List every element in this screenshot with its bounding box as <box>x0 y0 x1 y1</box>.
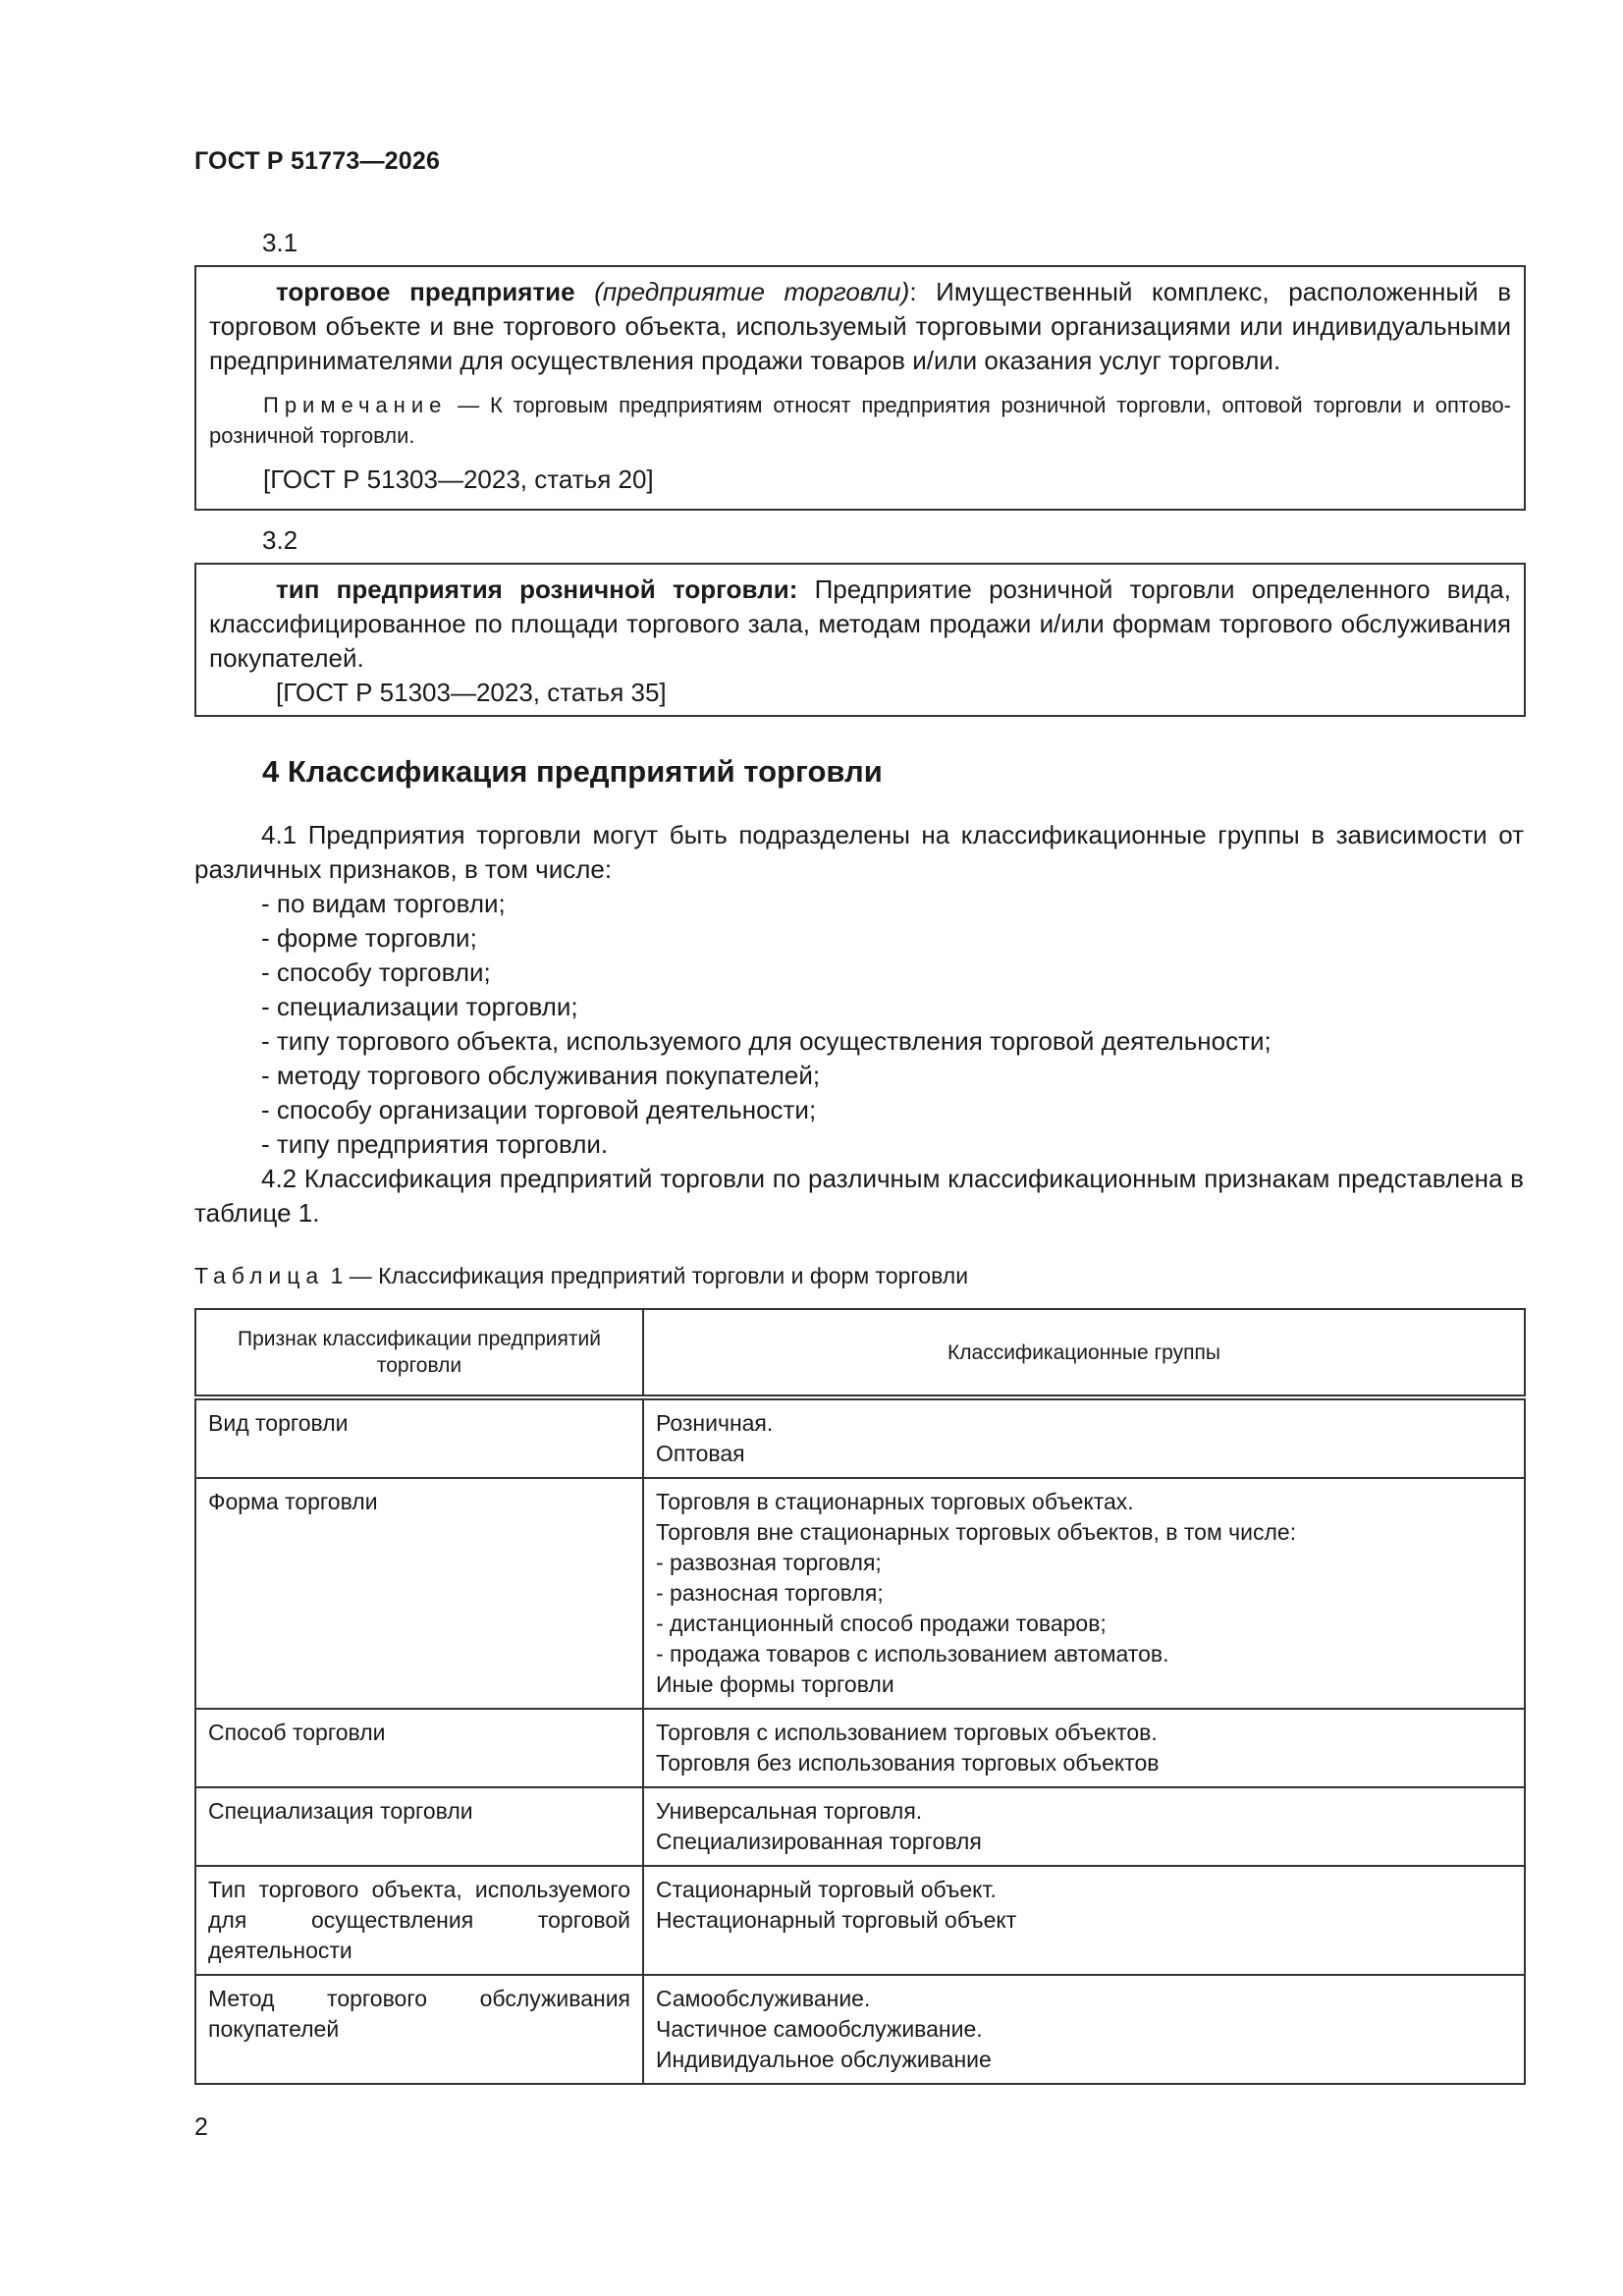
list-item: - методу торгового обслуживания покупателей; <box>261 1061 821 1090</box>
group-line: - развозная торговля; <box>656 1550 882 1575</box>
term-number: 3.2 <box>262 525 298 555</box>
note-text: — К торговым предприятиям относят предприятия розничной торговли, оптовой торговли и оптово-розничной торговли. <box>209 393 1511 448</box>
table-caption-label: Таблица <box>194 1263 325 1288</box>
term-number: 3.1 <box>262 228 298 257</box>
table-cell-groups <box>643 1975 1525 2084</box>
table-header-cell: Признак классификации предприятий торговли <box>195 1309 643 1397</box>
table-cell-groups <box>643 1397 1525 1478</box>
group-line: Торговля без использования торговых объектов <box>656 1750 1160 1776</box>
term-box <box>194 563 1526 717</box>
list-item: - способу организации торговой деятельности; <box>261 1095 817 1124</box>
definition-text: Предприятие розничной торговли определенного вида, классифицированное по площади торгового зала, методам продажи и/или формам торгового обслуживания покупателей. <box>209 574 1511 673</box>
paragraph-4-1: 4.1 Предприятия торговли могут быть подразделены на классификационные группы в зависимости от различных признаков, в том числе: <box>194 820 1524 884</box>
table-cell-groups <box>643 1866 1525 1975</box>
group-line: Специализированная торговля <box>656 1829 982 1854</box>
group-line: Оптовая <box>656 1441 745 1466</box>
definition-text: Имущественный комплекс, расположенный в торговом объекте и вне торгового объекта, используемый торговыми организациями или индивидуальными предпринимателями для осуществления продажи товаров и/или оказания услуг торговли. <box>209 277 1512 375</box>
page-number: 2 <box>194 2113 208 2141</box>
group-line: Розничная. <box>656 1410 774 1436</box>
group-line: - дистанционный способ продажи товаров; <box>656 1611 1107 1636</box>
table-row <box>195 1787 1525 1866</box>
table-cell-groups <box>643 1787 1525 1866</box>
group-line: Иные формы торговли <box>656 1671 894 1697</box>
table-header-cell: Классификационные группы <box>643 1309 1525 1397</box>
table-cell-sign: Специализация торговли <box>195 1787 643 1866</box>
list-item: - типу торгового объекта, используемого для осуществления торговой деятельности; <box>261 1026 1271 1056</box>
term-name: тип предприятия розничной торговли: <box>276 574 798 604</box>
term-source: [ГОСТ Р 51303—2023, статья 20] <box>263 465 654 494</box>
list-item: - специализации торговли; <box>261 992 578 1021</box>
document-code: ГОСТ Р 51773—2026 <box>194 147 441 175</box>
list-item: - по видам торговли; <box>261 889 506 918</box>
term-note <box>209 390 1511 451</box>
table-cell-groups <box>643 1709 1525 1787</box>
group-line: Торговля вне стационарных торговых объектов, в том числе: <box>656 1519 1297 1545</box>
group-line: Стационарный торговый объект. <box>656 1877 997 1902</box>
table-row <box>195 1975 1525 2084</box>
list-item: - способу торговли; <box>261 957 491 987</box>
term-synonym: (предприятие торговли) <box>594 277 910 306</box>
group-line: Торговля в стационарных торговых объектах. <box>656 1489 1134 1514</box>
table-cell-sign: Вид торговли <box>195 1397 643 1478</box>
group-line: Универсальная торговля. <box>656 1798 923 1824</box>
table-caption-text: 1 — Классификация предприятий торговли и форм торговли <box>324 1263 969 1288</box>
table-caption <box>194 1263 968 1289</box>
classification-list <box>194 887 1524 1162</box>
table-cell-sign: Тип торгового объекта, используемого для осуществления торговой деятельности <box>195 1866 643 1975</box>
table-row <box>195 1397 1525 1478</box>
table-cell-sign: Форма торговли <box>195 1478 643 1709</box>
table-row <box>195 1478 1525 1709</box>
section-title: 4 Классификация предприятий торговли <box>262 754 883 789</box>
term-definition <box>209 573 1511 676</box>
table-header-row <box>195 1309 1525 1397</box>
group-line: Торговля с использованием торговых объектов. <box>656 1720 1158 1745</box>
term-colon: : <box>909 277 917 306</box>
list-item: - типу предприятия торговли. <box>261 1129 609 1159</box>
term-source: [ГОСТ Р 51303—2023, статья 35] <box>276 678 667 707</box>
group-line: - разносная торговля; <box>656 1580 884 1606</box>
paragraph-4-2: 4.2 Классификация предприятий торговли по различным классификационным признакам представлена в таблице 1. <box>194 1164 1524 1228</box>
table-row <box>195 1866 1525 1975</box>
list-item: - форме торговли; <box>261 923 477 953</box>
group-line: Самообслуживание. <box>656 1986 871 2011</box>
table-row <box>195 1709 1525 1787</box>
classification-table <box>194 1308 1526 2085</box>
table-cell-sign: Способ торговли <box>195 1709 643 1787</box>
group-line: Индивидуальное обслуживание <box>656 2047 992 2072</box>
table-cell-groups <box>643 1478 1525 1709</box>
note-label: Примечание <box>263 393 448 417</box>
table-cell-sign: Метод торгового обслуживания покупателей <box>195 1975 643 2084</box>
term-definition <box>209 275 1511 378</box>
group-line: - продажа товаров с использованием автоматов. <box>656 1641 1169 1667</box>
group-line: Нестационарный торговый объект <box>656 1907 1017 1933</box>
group-line: Частичное самообслуживание. <box>656 2016 983 2042</box>
term-name: торговое предприятие <box>276 277 575 306</box>
section-body <box>194 818 1524 1230</box>
term-box <box>194 265 1526 511</box>
